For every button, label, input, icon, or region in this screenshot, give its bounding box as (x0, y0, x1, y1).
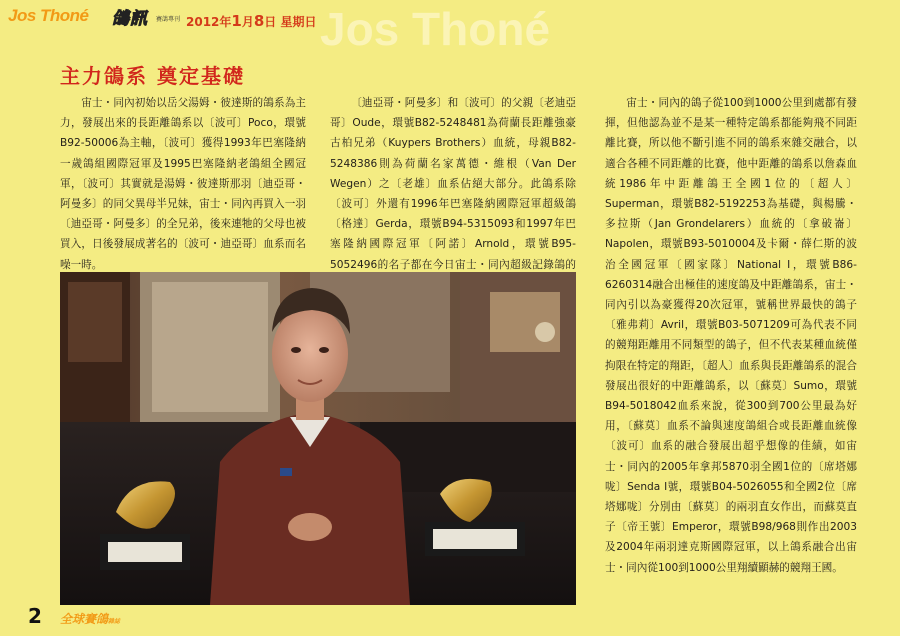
footer-magazine-sub: 雜誌 (108, 618, 121, 625)
date-mid: 月 (241, 15, 254, 29)
date-day: 8 (253, 12, 265, 30)
header-brand: Jos Thoné (8, 6, 89, 25)
portrait-illustration (60, 272, 576, 605)
date-prefix: 2012年 (186, 15, 232, 29)
article-column-2: 〔迪亞哥・阿曼多〕和〔波可〕的父親〔老迪亞哥〕Oude，環號B82-5248481為荷蘭長距離強豪古柏兄弟（Kuypers Brothers）血統，母親B82-5248386則為荷蘭名家萬德・維根（Van Der Wegen）之〔老雄〕血系佔絕大部分。此鴿系除〔波可〕外還有1996年巴塞隆納國際冠軍超級鴿〔格達〕Gerda，環號B94-5315093和1997年巴塞隆納國際冠軍〔阿諾〕Arnold，環號B95-5052496的名子都在今日宙士・同內超級記錄鴿的 (330, 97, 576, 271)
article-column-3: 宙士・同內的鴿子從100到1000公里到處都有發揮，但他認為並不是某一種特定鴿系都能夠飛不同距離比賽，所以他不斷引進不同的鴿系來雜交融合，以適合各種不同距離的比賽，他中距離的鴿系以詹森血統1986年中距離鴿王全國1位的〔超人〕Superman，環號B82-5192253為基礎，與楊騰・多拉斯（Jan Grondelarers）血統的〔拿破崙〕Napolen，環號B93-5010004及卡爾・薛仁斯的波治全國冠軍〔國家隊〕National I，環號B86-6260314融合出極佳的速度鴿及中距離鴿系，宙士・同內引以為豪獲得20次冠軍，號稱世界最快的鴿子〔雅弗莉〕Avril，環號B03-5071209可為代表不同的競翔距離用不同類型的鴿子，但不代表某種血統僅拘限在特定的翔距，〔超人〕血系與長距離鴿系的混合發展出很好的中距離鴿系，以〔蘇莫〕Sumo，環號B94-5018042血系來說，從300到700公里最為好用，〔蘇莫〕血系不論與速度鴿組合或長距離血統像〔波可〕血系的融合發展出超乎想像的佳績，如宙士・同內的2005年拿邦5870羽全國1位的〔席塔娜咙〕Senda I號，環號B04-5026055和全國2位〔席塔娜咙〕分別由〔蘇莫〕的兩羽直女作出，而蘇莫直子〔帝王號〕Emperor，環號B98/968則作出2003及2004年兩羽達克斯國際冠軍，以上鴿系融合出宙士・同內從100到1000公里翔續顯赫的競翔王國。 (605, 97, 857, 574)
article-column-1: 宙士・同內初始以岳父湯姆・彼達斯的鴿系為主力，發展出來的長距離鴿系以〔波可〕Poco，環號B92-50006為主軸，〔波可〕獲得1993年巴塞隆納一歲鴿組國際冠軍及1995巴塞隆納老鴿組全國冠軍，〔波可〕其實就是湯姆・彼達斯那羽〔迪亞哥・阿曼多〕的同父異母半兄妹，宙士・同內再買入一羽〔迪亞哥・阿曼多〕的全兄弟，後來連牠的父母也被買入，日後發展成著名的〔波可・迪亞哥〕血系而名噪一時。 (60, 97, 306, 271)
header-date (186, 12, 316, 30)
page-number: 2 (28, 604, 42, 628)
date-month: 1 (231, 12, 242, 30)
portrait-photo (60, 272, 576, 605)
section-heading: 主力鴿系 奠定基礎 (60, 64, 245, 88)
footer-magazine-name: 全球賽鴿 (60, 612, 109, 626)
page-title-watermark: Jos Thoné (320, 3, 551, 55)
footer-magazine (60, 610, 120, 627)
date-suffix: 日 星期日 (264, 15, 317, 29)
header-magazine-sub: 賽鴿專刊 (156, 16, 181, 23)
header-magazine-logo: 鴿訊 (112, 9, 148, 29)
